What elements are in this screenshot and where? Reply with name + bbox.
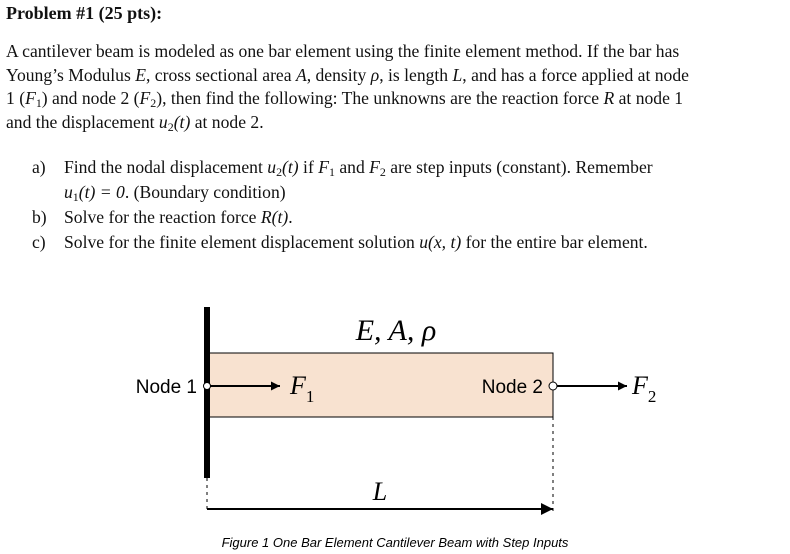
text: and bbox=[334, 157, 370, 177]
symbol-F: F bbox=[318, 157, 329, 177]
symbol-u: u bbox=[267, 157, 277, 177]
text: if bbox=[298, 157, 319, 177]
node1-label: Node 1 bbox=[135, 377, 197, 398]
question-label: b) bbox=[32, 207, 47, 227]
problem-title: Problem #1 (25 pts): bbox=[6, 3, 163, 23]
symbol-t: (t) = 0 bbox=[78, 182, 125, 202]
question-label: c) bbox=[32, 232, 46, 252]
symbol-u: u bbox=[158, 112, 168, 133]
symbol-L: L bbox=[452, 64, 463, 85]
f2-symbol: F bbox=[632, 371, 648, 400]
symbol-E: E bbox=[135, 64, 146, 85]
text: and the displacement bbox=[6, 112, 159, 133]
material-properties-label: E, A, ρ bbox=[355, 314, 437, 347]
text: . bbox=[288, 207, 293, 227]
symbol-u: u bbox=[64, 182, 73, 202]
text: at node 2. bbox=[190, 112, 264, 133]
symbol-F: F bbox=[369, 157, 380, 177]
f1-subscript: 1 bbox=[305, 387, 315, 406]
statement-line-1: A cantilever beam is modeled as one bar element using the finite element method. If the bar has bbox=[6, 41, 680, 61]
subscript: 1 bbox=[35, 96, 42, 111]
text: at node 1 bbox=[614, 88, 684, 109]
text: . (Boundary condition) bbox=[124, 182, 286, 202]
text: Find the nodal displacement bbox=[64, 157, 268, 177]
text: Solve for the finite element displacement solution bbox=[64, 232, 420, 252]
symbol-rho: ρ bbox=[370, 64, 380, 85]
symbol-A: A bbox=[295, 64, 307, 85]
question-label: a) bbox=[32, 157, 46, 177]
symbol-u: u(x, t) bbox=[419, 232, 462, 252]
subscript: 1 bbox=[72, 189, 79, 204]
f2-label bbox=[631, 371, 656, 406]
text: are step inputs (constant). Remember bbox=[385, 157, 653, 177]
text: Solve for the reaction force bbox=[64, 207, 261, 227]
symbol-t: (t) bbox=[282, 157, 299, 177]
symbol-R: R(t) bbox=[260, 207, 289, 227]
subscript: 2 bbox=[276, 164, 283, 179]
figure-caption: Figure 1 One Bar Element Cantilever Beam with Step Inputs bbox=[221, 535, 569, 550]
text: ), then find the following: The unknowns are the reaction force bbox=[156, 88, 604, 109]
f2-subscript: 2 bbox=[647, 387, 657, 406]
text: ) and node 2 ( bbox=[41, 88, 140, 109]
text: , is length bbox=[379, 64, 453, 85]
subscript: 1 bbox=[328, 164, 335, 179]
subscript: 2 bbox=[379, 164, 386, 179]
node1-marker bbox=[204, 383, 211, 390]
text: , and has a force applied at node bbox=[462, 64, 689, 85]
text: for the entire bar element. bbox=[461, 232, 648, 252]
node2-label: Node 2 bbox=[481, 377, 543, 398]
f1-symbol: F bbox=[290, 371, 306, 400]
subscript: 2 bbox=[167, 120, 174, 135]
symbol-t: (t) bbox=[173, 112, 191, 133]
subscript: 2 bbox=[150, 96, 157, 111]
length-label: L bbox=[372, 477, 388, 506]
text: , density bbox=[306, 64, 371, 85]
symbol-F: F bbox=[139, 88, 151, 109]
text: , cross sectional area bbox=[145, 64, 296, 85]
symbol-F: F bbox=[25, 88, 36, 109]
node2-marker bbox=[549, 382, 557, 390]
text: 1 ( bbox=[6, 88, 26, 109]
symbol-R: R bbox=[603, 88, 615, 109]
text: Young’s Modulus bbox=[6, 64, 136, 85]
